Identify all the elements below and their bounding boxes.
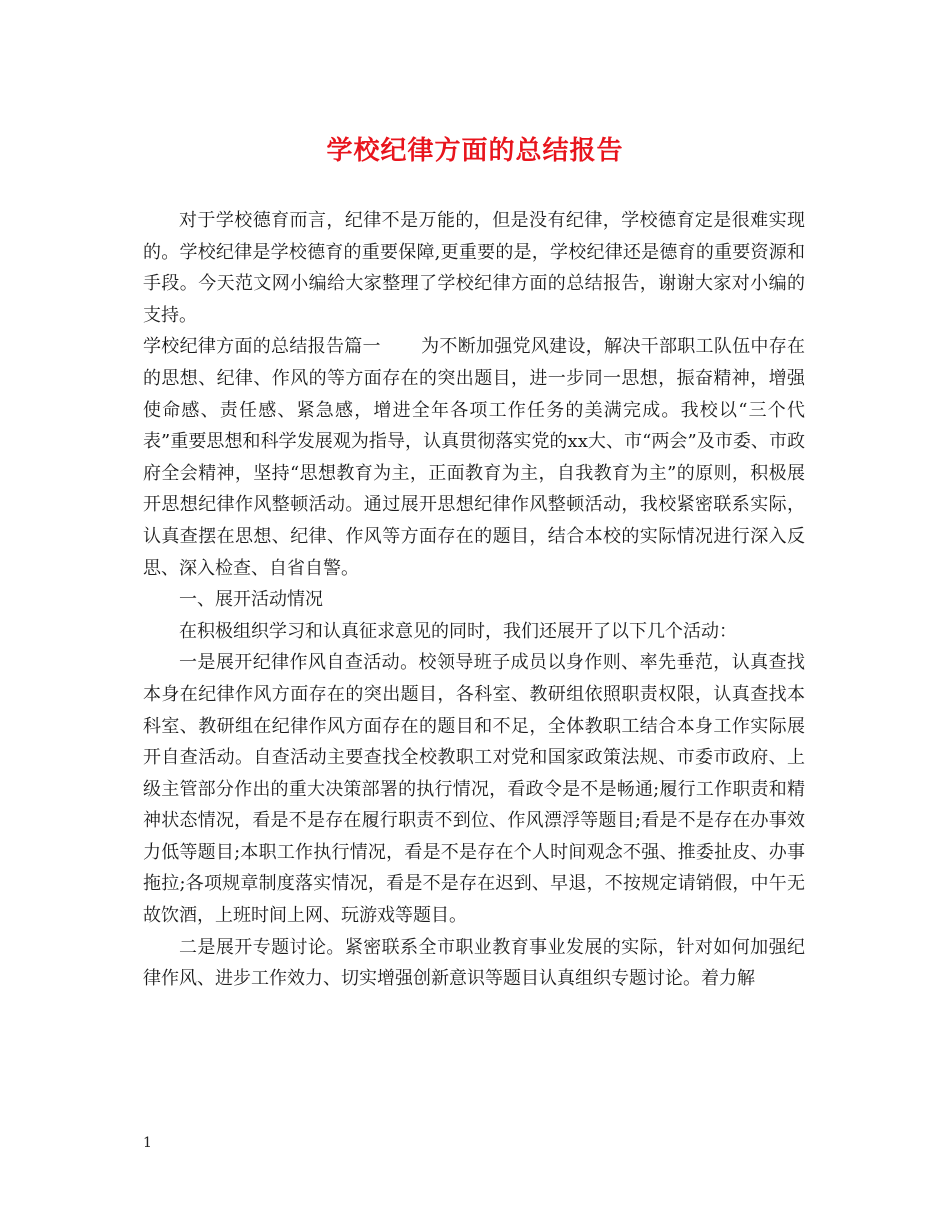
intro-paragraph: 对于学校德育而言，纪律不是万能的，但是没有纪律，学校德育定是很难实现的。学校纪律是学校德育的重要保障,更重要的是，学校纪律还是德育的重要资源和手段。今天范文网小编给大家整理了学校纪律方面的总结报告，谢谢大家对小编的支持。 [143, 210, 805, 326]
section-paragraph-text: 为不断加强党风建设，解决干部职工队伍中存在的思想、纪律、作风的等方面存在的突出题目，进一步同一思想，振奋精神，增强使命感、责任感、紧急感，增进全年各项工作任务的美满完成。我校以“三个代表”重要思想和科学发展观为指导，认真贯彻落实党的xx大、市“两会”及市委、市政府全会精神，坚持“思想教育为主，正面教育为主，自我教育为主”的原则，积极展开思想纪律作风整顿活动。通过展开思想纪律作风整顿活动，我校紧密联系实际，认真查摆在思想、纪律、作风等方面存在的题目，结合本校的实际情况进行深入反思、深入检查、自省自警。 [143, 336, 806, 579]
document-body [143, 205, 805, 995]
activities-intro-paragraph: 在积极组织学习和认真征求意见的同时，我们还展开了以下几个活动： [179, 620, 737, 642]
activity-two-paragraph: 二是展开专题讨论。紧密联系全市职业教育事业发展的实际，针对如何加强纪律作风、进步工作效力、切实增强创新意识等题目认真组织专题讨论。着力解 [143, 936, 805, 990]
section-paragraph [143, 331, 805, 584]
section-heading: 一、展开活动情况 [179, 589, 323, 611]
document-title: 学校纪律方面的总结报告 [326, 136, 624, 166]
activity-one-paragraph: 一是展开纪律作风自查活动。校领导班子成员以身作则、率先垂范，认真查找本身在纪律作风方面存在的突出题目，各科室、教研组依照职责权限，认真查找本科室、教研组在纪律作风方面存在的题目和不足，全体教职工结合本身工作实际展开自查活动。自查活动主要查找全校教职工对党和国家政策法规、市委市政府、上级主管部分作出的重大决策部署的执行情况，看政令是不是畅通;履行工作职责和精神状态情况，看是不是存在履行职责不到位、作风漂浮等题目;看是不是存在办事效力低等题目;本职工作执行情况，看是不是存在个人时间观念不强、推委扯皮、办事拖拉;各项规章制度落实情况，看是不是存在迟到、早退，不按规定请销假，中午无故饮酒，上班时间上网、玩游戏等题目。 [143, 652, 805, 927]
section-label: 学校纪律方面的总结报告篇一 [143, 336, 381, 358]
page-number: 1 [143, 1135, 152, 1151]
